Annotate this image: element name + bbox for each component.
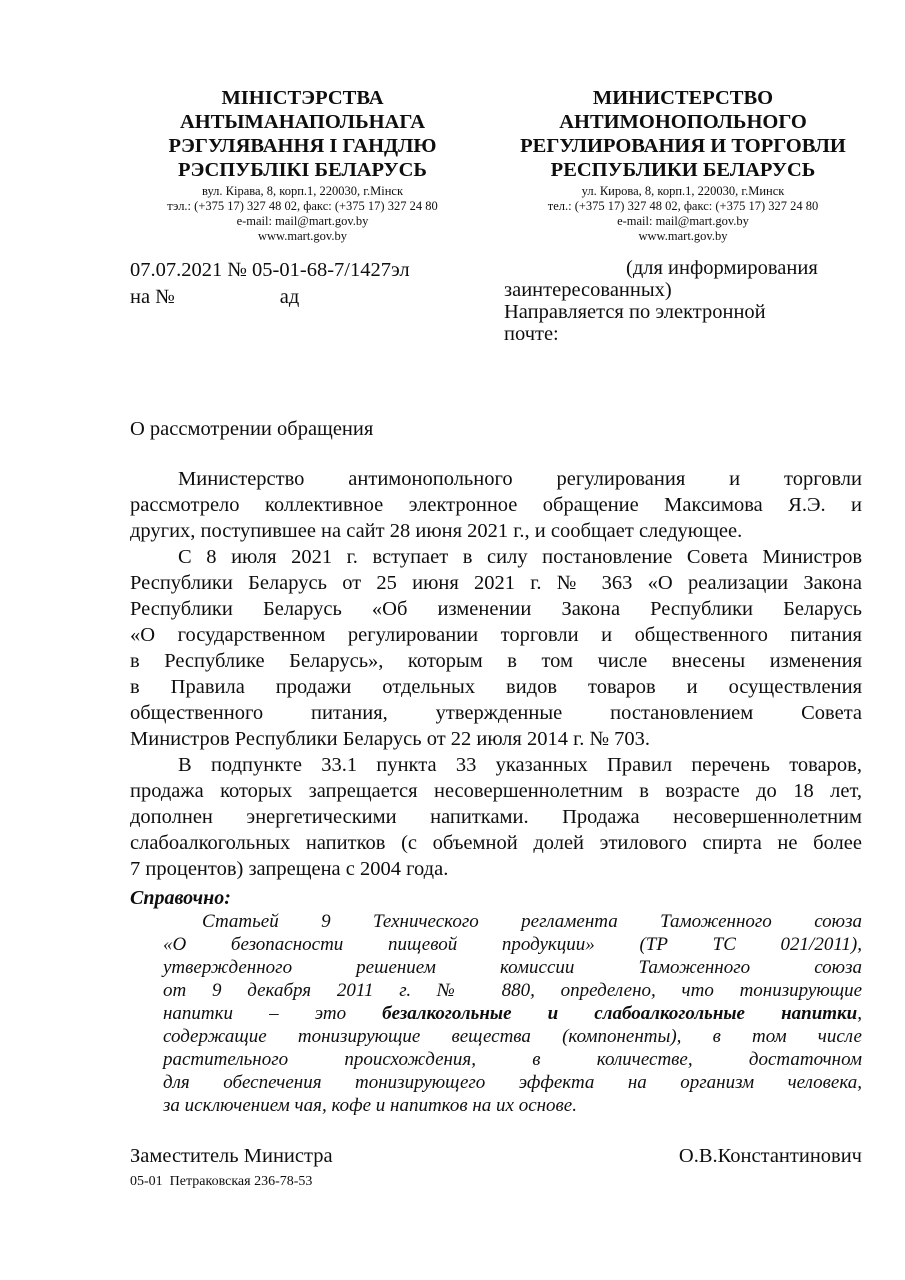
letterhead [130, 86, 862, 244]
org-contacts-belarusian [130, 184, 475, 244]
text-line: от 9 декабря 2011 г. № 880, определено, что тонизирующие [163, 980, 862, 1001]
body-paragraph [130, 466, 862, 544]
org-website-russian: www.mart.gov.by [638, 229, 728, 243]
org-email-belarusian: e-mail: mail@mart.gov.by [236, 214, 369, 228]
text-line: Республики Беларусь «Об изменении Закона Республики Беларусь [130, 598, 862, 620]
text-line: утвержденного решением комиссии Таможенного союза [163, 957, 862, 978]
text-line: АНТЫМАНАПОЛЬНАГА [179, 111, 425, 133]
letterhead-russian [504, 86, 862, 244]
text-line: слабоалкогольных напитков (с объемной долей этилового спирта не более [130, 832, 862, 854]
text-line: заинтересованных) [504, 279, 672, 301]
org-name-russian [504, 86, 862, 182]
text-line: других, поступившее на сайт 28 июня 2021 г., и сообщает следующее. [130, 520, 743, 542]
text-line: дополнен энергетическими напитками. Продажа несовершеннолетним [130, 806, 862, 828]
text-line: продажа которых запрещается несовершеннолетним в возрасте до 18 лет, [130, 780, 862, 802]
org-phone-fax-belarusian: тэл.: (+375 17) 327 48 02, факс: (+375 17) 327 24 80 [167, 199, 438, 213]
reference-note-text [163, 910, 862, 1117]
reference-note-label: Справочно: [130, 887, 231, 909]
text-line: МИНИСТЕРСТВО [592, 87, 774, 109]
executor-line: 05-01 Петраковская 236-78-53 [130, 1174, 313, 1189]
outgoing-date-number: 07.07.2021 № 05-01-68-7/1427эл [130, 259, 410, 281]
org-phone-fax-russian: тел.: (+375 17) 327 48 02, факс: (+375 17) 327 24 80 [547, 199, 819, 213]
text-line: В подпункте 33.1 пункта 33 указанных Правил перечень товаров, [178, 754, 862, 776]
letterhead-belarusian [130, 86, 475, 244]
text-line: «О государственном регулировании торговли и общественного питания [130, 624, 862, 646]
text-line: РЕГУЛИРОВАНИЯ И ТОРГОВЛИ [520, 135, 846, 157]
incoming-number-label: на № [130, 286, 175, 308]
text-line: РЭСПУБЛІКІ БЕЛАРУСЬ [178, 159, 427, 181]
reference-row [130, 257, 862, 345]
text-line: Министров Республики Беларусь от 22 июля 2014 г. № 703. [130, 728, 650, 750]
signer-name: О.В.Константинович [678, 1145, 862, 1167]
text-line: Министерство антимонопольного регулирования и торговли [178, 468, 862, 490]
subject-line: О рассмотрении обращения [130, 418, 374, 440]
text-line: для обеспечения тонизирующего эффекта на организм человека, [163, 1072, 862, 1093]
org-website-belarusian: www.mart.gov.by [258, 229, 347, 243]
text-line: напитки – это безалкогольные и слабоалкогольные напитки, [163, 1003, 862, 1024]
incoming-date-label: ад [279, 286, 300, 308]
text-line: рассмотрело коллективное электронное обращение Максимова Я.Э. и [130, 494, 862, 516]
org-name-belarusian [130, 86, 475, 182]
incoming-reference [130, 284, 475, 311]
text-line: МІНІСТЭРСТВА [221, 87, 384, 109]
outgoing-reference [130, 257, 475, 345]
letter-body [130, 466, 862, 882]
text-line: РЭГУЛЯВАННЯ І ГАНДЛЮ [168, 135, 437, 157]
text-line: РЕСПУБЛИКИ БЕЛАРУСЬ [550, 159, 816, 181]
org-contacts-russian [504, 184, 862, 244]
text-line: 7 процентов) запрещена с 2004 года. [130, 858, 449, 880]
org-address-belarusian: вул. Кірава, 8, корп.1, 220030, г.Мінск [201, 184, 404, 198]
body-paragraph [130, 544, 862, 752]
text-line: растительного происхождения, в количестве, достаточном [163, 1049, 862, 1070]
text-line: почте: [504, 323, 559, 345]
text-line: АНТИМОНОПОЛЬНОГО [559, 111, 807, 133]
text-line: Статьей 9 Технического регламента Таможенного союза [202, 911, 862, 932]
signer-position: Заместитель Министра [130, 1145, 333, 1167]
text-line: за исключением чая, кофе и напитков на их основе. [163, 1095, 577, 1116]
text-line: в Правила продажи отдельных видов товаров и осуществления [130, 676, 862, 698]
text-line: содержащие тонизирующие вещества (компоненты), в том числе [163, 1026, 862, 1047]
org-email-russian: e-mail: mail@mart.gov.by [617, 214, 749, 228]
text-line: Республики Беларусь от 25 июня 2021 г. № 363 «О реализации Закона [130, 572, 862, 594]
text-line: «О безопасности пищевой продукции» (ТР ТС 021/2011), [163, 934, 862, 955]
text-line: (для информирования [626, 257, 818, 279]
org-address-russian: ул. Кирова, 8, корп.1, 220030, г.Минск [581, 184, 785, 198]
text-line: С 8 июля 2021 г. вступает в силу постановление Совета Министров [178, 546, 862, 568]
signature-row [130, 1143, 862, 1170]
body-paragraph [130, 752, 862, 882]
delivery-note [504, 257, 862, 345]
text-line: в Республике Беларусь», которым в том числе внесены изменения [130, 650, 862, 672]
text-line: общественного питания, утвержденные постановлением Совета [130, 702, 862, 724]
text-line: Направляется по электронной [504, 301, 766, 323]
